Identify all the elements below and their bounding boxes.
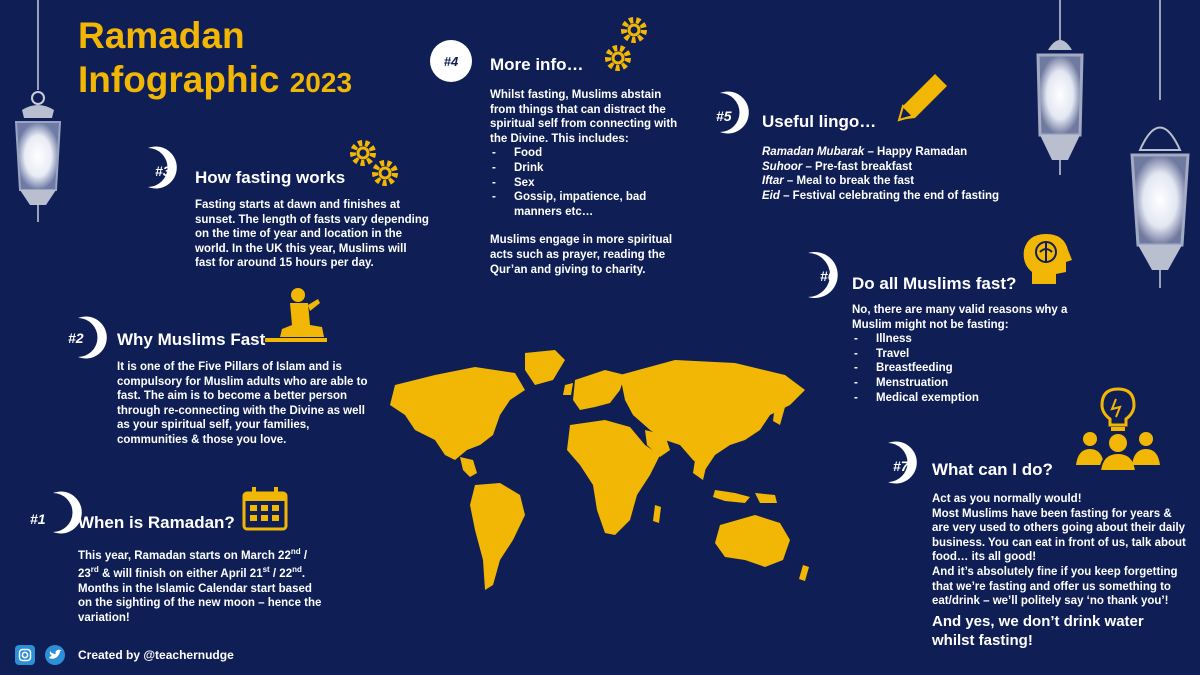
lingo-term: Iftar (762, 175, 784, 188)
body-part: This year, Ramadan starts on March 22 (78, 549, 291, 562)
page-title (78, 14, 352, 105)
section-number: #4 (430, 40, 472, 82)
section-heading: Do all Muslims fast? (852, 274, 1017, 293)
section-body: It is one of the Five Pillars of Islam and is compulsory for Muslim adults who are able to fast. The aim is to become a better person through re-connecting with the Divine as well as your spiritual self, your families, communities & those you love. (117, 361, 368, 446)
lingo-item (762, 174, 1042, 189)
section-heading: Useful lingo… (762, 112, 877, 131)
lingo-term: Ramadan Mubarak (762, 146, 865, 158)
tip-paragraph: Act as you normally would! (932, 493, 1082, 505)
section-intro: Whilst fasting, Muslims abstain from things that can distract the spiritual self from connecting with the Divine. This includes: (490, 89, 678, 145)
section-body: Fasting starts at dawn and finishes at sunset. The length of fasts vary depending on the time of year and location in the world. In the UK this year, Muslims will fast for around 15 hours per day. (195, 199, 429, 270)
body-part: / 22 (269, 568, 293, 581)
instagram-icon[interactable] (15, 645, 35, 665)
list-item: - Travel (852, 347, 1082, 362)
ordinal-suffix: nd (290, 547, 301, 556)
section-number: #2 (68, 330, 84, 346)
gears-icon (345, 135, 405, 190)
section-body (490, 88, 680, 277)
section-number: #1 (30, 511, 46, 527)
head-brain-icon (1018, 230, 1076, 288)
twitter-icon[interactable] (45, 645, 65, 665)
section-number: #7 (893, 458, 909, 474)
body-part: & will finish on either April 21 (98, 568, 263, 581)
section-heading: When is Ramadan? (78, 513, 235, 532)
lingo-list (762, 145, 1042, 203)
lantern-icon (0, 0, 70, 270)
lingo-item (762, 189, 1042, 204)
section-number: #3 (155, 163, 171, 179)
list-item: - Medical exemption (852, 391, 1082, 406)
lingo-term: Suhoor (762, 160, 803, 173)
section-heading: What can I do? (932, 460, 1053, 479)
calendar-icon (240, 485, 290, 533)
title-year: 2023 (289, 67, 353, 98)
section-number: #5 (716, 108, 732, 124)
lingo-def: – Happy Ramadan (864, 146, 968, 158)
lingo-term: Eid (762, 189, 780, 202)
body-part: / 23 (78, 549, 308, 581)
body-part: . Months in the Islamic Calendar start based on the sighting of the new moon – hence the variation! (78, 568, 322, 625)
list-item: - Sex (490, 176, 680, 191)
list-item: - Menstruation (852, 376, 1082, 391)
section-heading: More info… (490, 55, 584, 74)
section-heading: Why Muslims Fast (117, 330, 266, 349)
world-map-icon (375, 345, 820, 625)
prayer-icon (260, 285, 330, 345)
lingo-def: – Festival celebrating the end of fasting (779, 189, 1000, 202)
ordinal-suffix: st (262, 565, 270, 575)
lingo-def: – Meal to break the fast (783, 175, 915, 188)
abstain-list (490, 146, 680, 219)
title-line2: Infographic (78, 59, 280, 100)
tip-paragraph: And it’s absolutely fine if you keep forgetting that we’re fasting and offer us something to eat/drink – we’ll politely say ‘no thank you’! (932, 565, 1178, 608)
section-body (852, 303, 1082, 405)
tip-paragraph: Most Muslims have been fasting for years & are very used to others going about their daily business. You can eat in front of us, talk about food… its all good! (932, 507, 1186, 564)
list-item: - Breastfeeding (852, 361, 1082, 376)
tip-highlight: And yes, we don’t drink water whilst fasting! (932, 612, 1144, 649)
lingo-def: – Pre-fast breakfast (802, 160, 913, 173)
section-outro: Muslims engage in more spiritual acts such as prayer, reading the Qur’an and giving to charity. (490, 234, 673, 276)
list-item: - Gossip, impatience, bad manners etc… (490, 190, 680, 219)
pencil-icon (893, 68, 953, 128)
ordinal-suffix: rd (90, 565, 99, 575)
reasons-list (852, 332, 1082, 405)
list-item: - Illness (852, 332, 1082, 347)
section-body (78, 545, 323, 626)
section-heading: How fasting works (195, 168, 346, 187)
ordinal-suffix: nd (292, 565, 302, 575)
lightbulb-people-icon (1068, 385, 1168, 475)
section-intro: No, there are many valid reasons why a Muslim might not be fasting: (852, 304, 1068, 331)
list-item: - Drink (490, 161, 680, 176)
lingo-item (762, 160, 1042, 175)
section-body (932, 492, 1190, 650)
title-line1: Ramadan (78, 15, 245, 56)
list-item: - Food (490, 146, 680, 161)
gears-icon (598, 12, 658, 77)
lingo-item (762, 145, 1042, 160)
section-number: #6 (820, 268, 836, 284)
footer-credit: Created by @teachernudge (78, 648, 234, 662)
